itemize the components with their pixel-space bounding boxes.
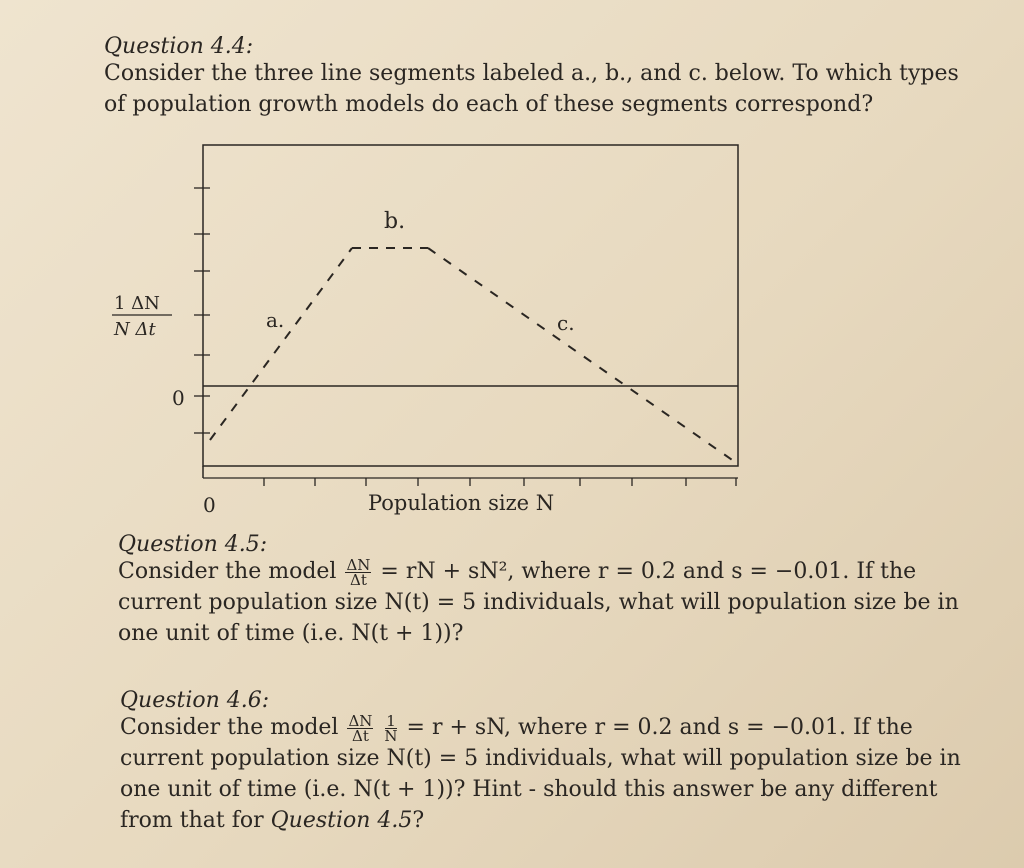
q45-fraction-numerator: ΔN xyxy=(346,555,371,574)
q46-inverse-n-fraction xyxy=(384,711,398,745)
q46-fraction2-numerator: 1 xyxy=(386,711,396,730)
y-axis-ticks xyxy=(194,188,210,433)
plot-frame xyxy=(203,145,738,466)
question-4-5-heading: Question 4.5: xyxy=(118,532,268,557)
q46-fraction-denominator: Δt xyxy=(352,726,369,745)
question-4-6-text xyxy=(120,712,980,836)
segment-a xyxy=(210,248,352,440)
x-zero-label: 0 xyxy=(203,493,216,517)
segment-c-label: c. xyxy=(557,311,575,335)
q46-line4-start: from that for xyxy=(120,808,264,833)
question-4-6-line-3: one unit of time (i.e. N(t + 1))? Hint - should this answer be any different xyxy=(120,777,938,802)
question-4-6-line-4 xyxy=(120,805,980,836)
segment-a-label: a. xyxy=(266,308,285,332)
segment-c xyxy=(428,248,738,464)
q46-fraction-numerator: ΔN xyxy=(348,711,373,730)
q46-model-rest: = r + sN, where r = 0.2 and s = −0.01. If the xyxy=(406,715,913,740)
q46-question-reference: Question 4.5 xyxy=(270,808,413,833)
question-4-6-line-2: current population size N(t) = 5 individuals, what will population size be in xyxy=(120,746,961,771)
q45-model-fraction xyxy=(345,555,371,589)
question-4-5-line-3: one unit of time (i.e. N(t + 1))? xyxy=(118,621,464,646)
x-axis-ticks xyxy=(264,478,736,486)
question-4-4-line-1: Consider the three line segments labeled a., b., and c. below. To which types xyxy=(104,61,959,86)
y-zero-label: 0 xyxy=(172,386,185,410)
question-4-6-line-1 xyxy=(120,712,980,743)
q45-model-rest: = rN + sN², where r = 0.2 and s = −0.01. If the xyxy=(380,559,917,584)
q46-model-fraction xyxy=(347,711,373,745)
segment-b-label: b. xyxy=(384,209,406,234)
question-4-5-line-2: current population size N(t) = 5 individuals, what will population size be in xyxy=(118,590,959,615)
q46-line4-end: ? xyxy=(412,808,425,833)
question-4-5-text xyxy=(118,556,978,649)
q46-intro: Consider the model xyxy=(120,715,339,740)
question-4-6-heading: Question 4.6: xyxy=(120,688,270,713)
q45-intro: Consider the model xyxy=(118,559,337,584)
question-4-4-line-2: of population growth models do each of these segments correspond? xyxy=(104,92,874,117)
y-axis-label-numerator: 1 ΔN xyxy=(114,293,160,314)
question-4-4-heading: Question 4.4: xyxy=(104,34,254,59)
q45-fraction-denominator: Δt xyxy=(350,570,367,589)
question-4-5-line-1 xyxy=(118,556,978,587)
y-axis-label-denominator: N Δt xyxy=(114,319,156,340)
x-axis-label: Population size N xyxy=(368,491,555,515)
q46-fraction2-denominator: N xyxy=(384,726,398,745)
